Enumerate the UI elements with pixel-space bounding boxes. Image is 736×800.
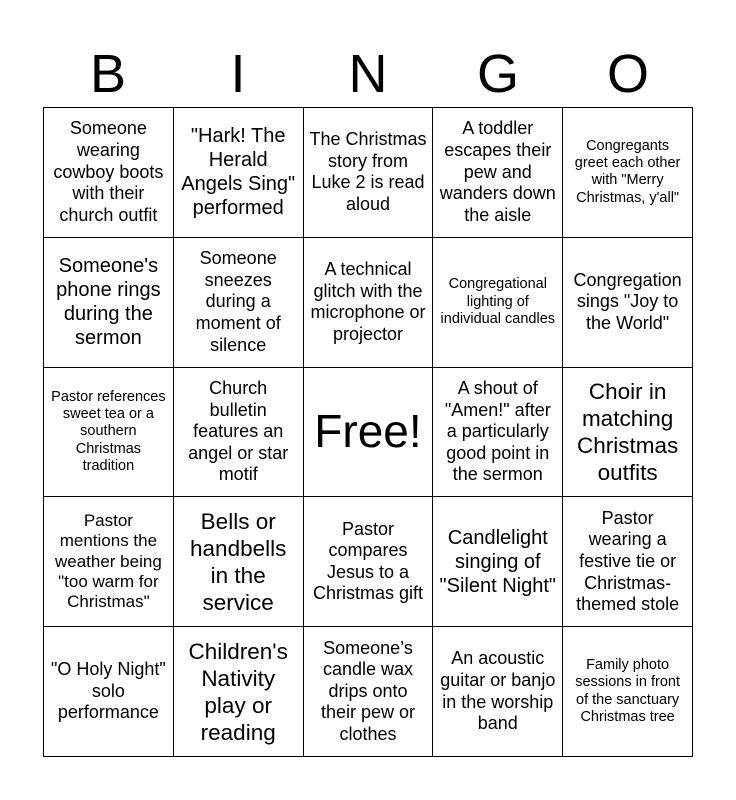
bingo-grid <box>43 107 693 757</box>
cell-text: Candlelight singing of "Silent Night" <box>439 526 557 597</box>
bingo-cell-i1[interactable] <box>174 108 304 238</box>
cell-text: A shout of "Amen!" after a particularly good point in the sermon <box>444 378 551 485</box>
bingo-cell-n4[interactable] <box>304 497 434 627</box>
bingo-cell-g4[interactable] <box>433 497 563 627</box>
free-space-text: Free! <box>314 405 422 458</box>
bingo-cell-g1[interactable] <box>433 108 563 238</box>
cell-text: Family photo sessions in front of the sanctuary Christmas tree <box>575 656 680 725</box>
bingo-cell-i4[interactable] <box>174 497 304 627</box>
bingo-cell-g3[interactable] <box>433 368 563 498</box>
cell-text: "Hark! The Herald Angels Sing" performed <box>181 125 296 220</box>
header-letter-n: N <box>348 44 388 104</box>
cell-text: An acoustic guitar or banjo in the worship band <box>440 648 556 734</box>
bingo-cell-b5[interactable] <box>44 627 174 757</box>
bingo-cell-o5[interactable] <box>563 627 693 757</box>
cell-text: A toddler escapes their pew and wanders down the aisle <box>439 118 556 225</box>
bingo-cell-b1[interactable] <box>44 108 174 238</box>
cell-text: Someone sneezes during a moment of silence <box>195 248 281 355</box>
bingo-cell-n5[interactable] <box>304 627 434 757</box>
cell-text: Congregation sings "Joy to the World" <box>573 269 682 333</box>
cell-text: Pastor compares Jesus to a Christmas gift <box>312 518 423 604</box>
bingo-cell-g5[interactable] <box>433 627 563 757</box>
cell-text: Pastor wearing a festive tie or Christmas-themed stole <box>576 507 680 615</box>
bingo-cell-i5[interactable] <box>174 627 304 757</box>
cell-text: The Christmas story from Luke 2 is read aloud <box>309 129 427 214</box>
cell-text: Someone wearing cowboy boots with their church outfit <box>53 118 164 225</box>
cell-text: Choir in matching Christmas outfits <box>576 378 679 485</box>
cell-text: A technical glitch with the microphone or projector <box>310 259 426 344</box>
bingo-cell-i3[interactable] <box>174 368 304 498</box>
bingo-header <box>43 40 693 108</box>
cell-text: Congregational lighting of individual candles <box>440 276 556 327</box>
bingo-cell-o2[interactable] <box>563 238 693 368</box>
header-letter-b: B <box>89 44 127 104</box>
bingo-cell-n1[interactable] <box>304 108 434 238</box>
cell-text: "O Holy Night" solo performance <box>50 659 166 723</box>
cell-text: Bells or handbells in the service <box>190 508 287 615</box>
cell-text: Congregants greet each other with "Merry Christmas, y'all" <box>574 137 681 206</box>
bingo-cell-b3[interactable] <box>44 368 174 498</box>
bingo-cell-i2[interactable] <box>174 238 304 368</box>
header-letter-i: I <box>230 44 246 104</box>
cell-text: Pastor references sweet tea or a southern Christmas tradition <box>51 388 166 475</box>
cell-text: Church bulletin features an angel or star motif <box>188 378 289 485</box>
cell-text: Someone's phone rings during the sermon <box>56 255 161 350</box>
cell-text: Pastor mentions the weather being "too warm for Christmas" <box>54 510 162 612</box>
bingo-cell-o4[interactable] <box>563 497 693 627</box>
cell-text: Someone’s candle wax drips onto their pew or clothes <box>320 637 416 744</box>
cell-text: Children's Nativity play or reading <box>188 638 288 745</box>
header-letter-g: G <box>476 44 519 104</box>
header-letter-o: O <box>606 44 649 104</box>
bingo-cell-o1[interactable] <box>563 108 693 238</box>
bingo-cell-free[interactable] <box>304 368 434 498</box>
bingo-cell-o3[interactable] <box>563 368 693 498</box>
bingo-cell-n2[interactable] <box>304 238 434 368</box>
bingo-cell-b2[interactable] <box>44 238 174 368</box>
bingo-cell-b4[interactable] <box>44 497 174 627</box>
bingo-cell-g2[interactable] <box>433 238 563 368</box>
